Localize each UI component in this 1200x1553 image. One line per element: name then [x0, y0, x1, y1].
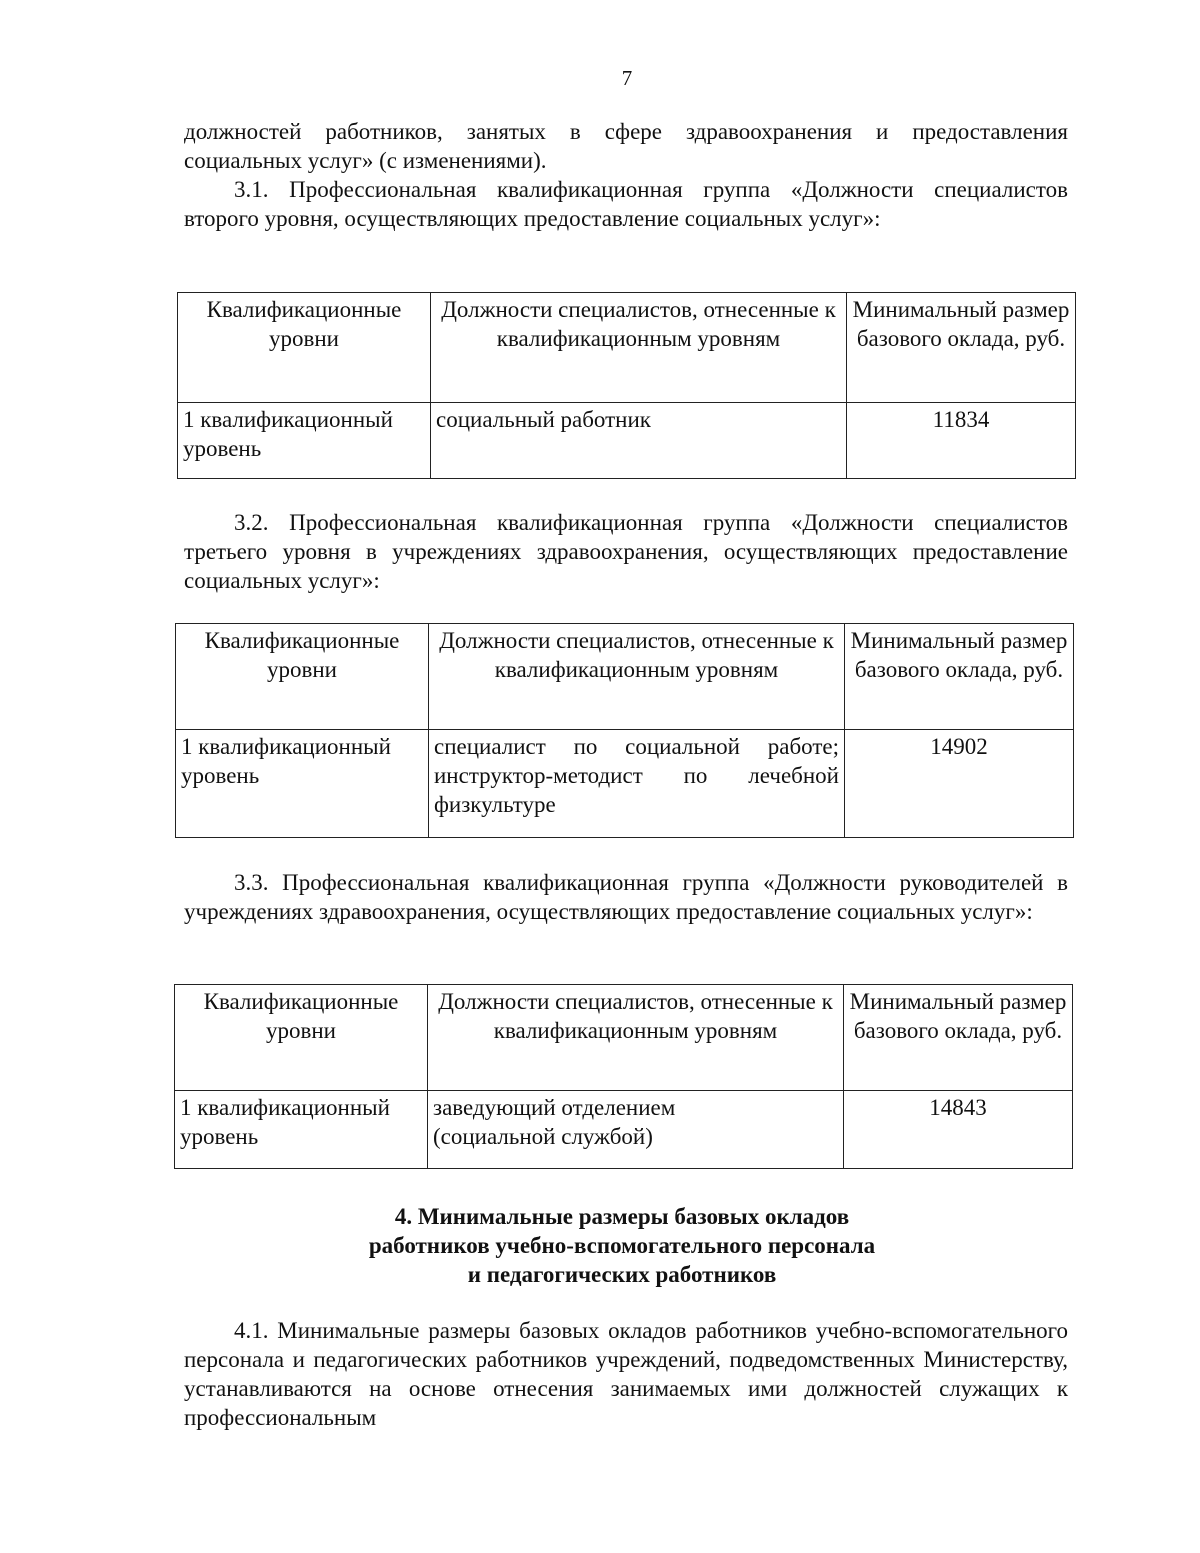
level-cell: 1 квалификационный уровень [175, 1091, 428, 1169]
header-min-salary: Минимальный размер базового оклада, руб. [847, 293, 1076, 403]
heading-line-2: работников учебно-вспомогательного персонала [368, 1233, 876, 1258]
positions-line-2: (социальной службой) [433, 1124, 653, 1149]
table-header-row [178, 293, 1076, 403]
heading-line-3: и педагогических работников [467, 1262, 777, 1287]
header-qualification-levels: Квалификационные уровни [176, 624, 429, 730]
positions-cell [428, 1091, 844, 1169]
positions-line-1: заведующий отделением [433, 1095, 676, 1120]
table-row [175, 1091, 1073, 1169]
header-qualification-levels: Квалификационные уровни [175, 985, 428, 1091]
salary-cell: 11834 [847, 403, 1076, 479]
intro-paragraph [184, 117, 1068, 175]
table-header-row [176, 624, 1074, 730]
level-cell: 1 квалификационный уровень [178, 403, 431, 479]
table-header-row [175, 985, 1073, 1091]
section-4-1-text: 4.1. Минимальные размеры базовых окладов работников учебно-вспомогательного персонала и педагогических работников учреждений, подведомственных Министерству, устанавливаются на основе отнесения занимаемых ими должностей служащих к профессиональным [184, 1318, 1068, 1430]
positions-cell: социальный работник [431, 403, 847, 479]
salary-cell: 14843 [844, 1091, 1073, 1169]
positions-cell: специалист по социальной работе; инструктор-методист по лечебной физкультуре [429, 730, 845, 838]
header-min-salary: Минимальный размер базового оклада, руб. [844, 985, 1073, 1091]
table-3-2 [175, 623, 1074, 838]
header-positions: Должности специалистов, отнесенные к квалификационным уровням [431, 293, 847, 403]
level-cell: 1 квалификационный уровень [176, 730, 429, 838]
section-3-1-text: 3.1. Профессиональная квалификационная группа «Должности специалистов второго уровня, осуществляющих предоставление социальных услуг»: [184, 177, 1068, 231]
section-4-heading [184, 1202, 1060, 1289]
header-positions: Должности специалистов, отнесенные к квалификационным уровням [428, 985, 844, 1091]
salary-cell: 14902 [845, 730, 1074, 838]
intro-line-2: социальных услуг» (с изменениями). [184, 148, 547, 173]
header-min-salary: Минимальный размер базового оклада, руб. [845, 624, 1074, 730]
intro-line-1: должностей работников, занятых в сфере здравоохранения и предоставления [184, 119, 1068, 144]
page-number: 7 [621, 66, 633, 90]
table-row [178, 403, 1076, 479]
table-3-3 [174, 984, 1073, 1169]
section-3-2-text: 3.2. Профессиональная квалификационная группа «Должности специалистов третьего уровня в учреждениях здравоохранения, осуществляющих предоставление социальных услуг»: [184, 510, 1068, 593]
table-3-1 [177, 292, 1076, 479]
table-row [176, 730, 1074, 838]
header-qualification-levels: Квалификационные уровни [178, 293, 431, 403]
heading-line-1: 4. Минимальные размеры базовых окладов [394, 1204, 850, 1229]
section-3-3-text: 3.3. Профессиональная квалификационная группа «Должности руководителей в учреждениях здравоохранения, осуществляющих предоставление социальных услуг»: [184, 870, 1068, 924]
header-positions: Должности специалистов, отнесенные к квалификационным уровням [429, 624, 845, 730]
